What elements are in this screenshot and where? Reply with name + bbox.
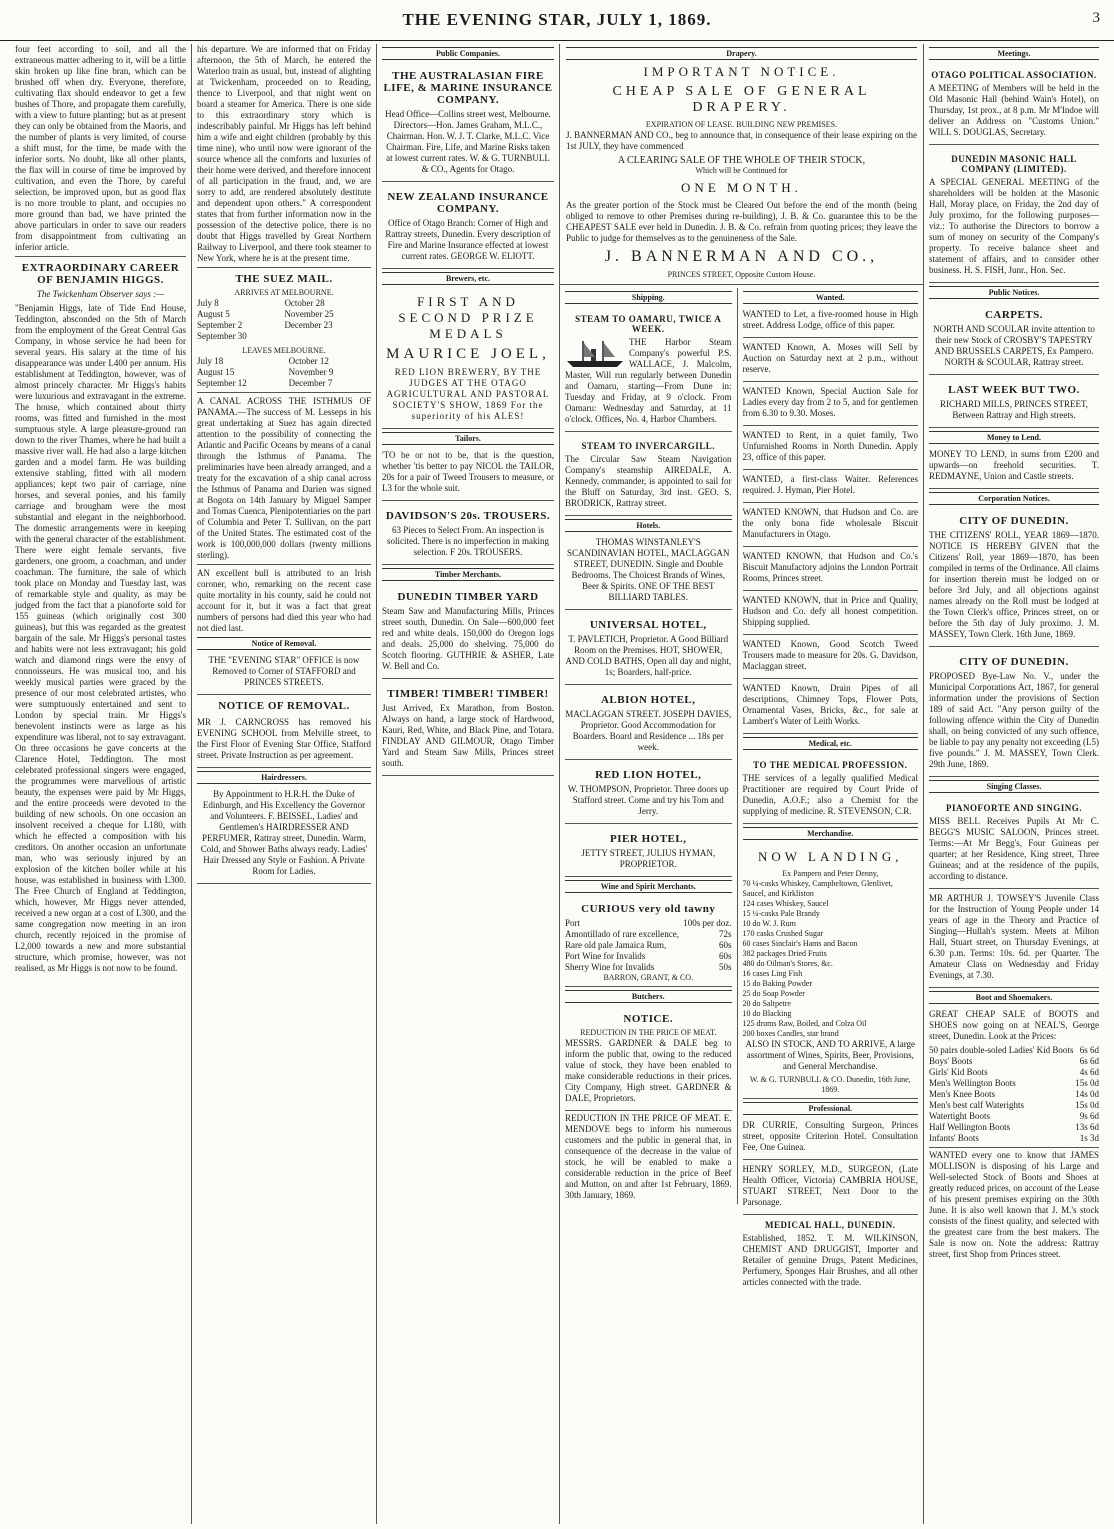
drapery-clearing: A CLEARING SALE OF THE WHOLE OF THEIR STOCK, [617, 155, 866, 166]
list-item: 170 casks Crushed Sugar [742, 929, 824, 938]
wanted-ad [743, 593, 918, 635]
removal2-title: NOTICE OF REMOVAL. [218, 700, 350, 712]
date-cell: September 30 [197, 331, 247, 341]
towsey-text: MR ARTHUR J. TOWSEY'S Juvenile Class for the Instruction of Young People under 14 years of age in the Theory and Practice of Singing—Hullah's system. Meets at Milton Hall, Stuart street, on Thursday Evenings, at 6.30 p.m. Terms: 10s. 6d. per Quarter. The Amateur Class on Wednesday and Friday Evenings, at 7.30. [929, 893, 1099, 980]
davidson-text: 63 Pieces to Select From. An inspection is solicited. There is no imperfection in making selection. F 20s. TROUSERS. [386, 525, 550, 557]
wine-price: 50s [719, 962, 732, 972]
date-cell: September 12 [197, 378, 247, 388]
misc-paragraph: AN excellent bull is attributed to an Irish coroner, who, remarking on the recent case quite mortality in his county, said he could not account for it, but it was a fact that great numbers of persons had died this year who had not died last. [197, 568, 371, 633]
meetings-head: Meetings. [929, 47, 1099, 60]
divider [197, 564, 371, 565]
wine-table [565, 918, 732, 973]
boot-item: Men's Wellington Boots [929, 1078, 1016, 1088]
date-cell: November 25 [284, 309, 334, 319]
arrives-label: ARRIVES AT MELBOURNE. [234, 288, 334, 297]
list-item: 60 cases Sinclair's Hams and Bacon [742, 939, 858, 948]
butcher-notice-sub: REDUCTION IN THE PRICE OF MEAT. [580, 1028, 717, 1037]
column-6 [924, 44, 1104, 1524]
wanted-ad [743, 340, 918, 382]
wanted-text: WANTED, a first-class Waiter. References required. J. Hyman, Pier Hotel. [742, 474, 918, 495]
wanted-text: WANTED to Rent, in a quiet family, Two Unfurnished Rooms in North Dunedin. Apply 23, office of this paper. [742, 430, 918, 462]
sorley-text: HENRY SORLEY, M.D., SURGEON, (Late Health Officer, Victoria) CAMBRIA HOUSE, STUART STREET, Next Door to the Parsonage. [742, 1164, 918, 1207]
table-row [929, 1067, 1099, 1078]
removal-text: THE "EVENING STAR" OFFICE is now Removed to Corner of STAFFORD and PRINCES STREETS. [208, 655, 360, 687]
butchers-head: Butchers. [565, 990, 732, 1003]
wanted-text: WANTED KNOWN, that in Price and Quality, Hudson and Co. defy all honest competition. Shipping supplied. [742, 595, 918, 627]
hairdressers-section-head: Hairdressers. [197, 771, 371, 784]
masonic-title: DUNEDIN MASONIC HALL COMPANY (LIMITED). [951, 154, 1077, 174]
date-cell: July 8 [197, 298, 219, 308]
list-item: 15 do Baking Powder [742, 979, 813, 988]
wine-head: Wine and Spirit Merchants. [565, 880, 732, 893]
davidson-ad [382, 503, 554, 565]
table-row [929, 1089, 1099, 1100]
list-item: 382 packages Dried Fruits [742, 949, 827, 958]
column-3 [377, 44, 560, 1524]
divider [197, 267, 371, 268]
boot-item: Girls' Kid Boots [929, 1067, 988, 1077]
list-item: 200 boxes Candles, star brand [742, 1029, 839, 1038]
list-item: 10 do Blacking [742, 1009, 792, 1018]
bylaw-ad [929, 649, 1099, 777]
medical-ad [743, 753, 918, 824]
wanted-ad [743, 384, 918, 426]
nz-insurance-text: Office of Otago Branch: Corner of High and Rattray streets, Dunedin. Every description of Fire and Marine Insurance effected at lowest current rates. GEORGE W. ELIOTT. [385, 218, 551, 261]
red-lion-hotel-ad [565, 762, 732, 824]
wine-price: 100s per doz. [683, 918, 732, 928]
wanted-text: WANTED Known, Good Scotch Tweed Trousers made to measure for 20s. G. Davidson, Maclaggan street. [742, 639, 918, 671]
boot-price: 15s 0d [1075, 1100, 1099, 1110]
boot-price-table [929, 1045, 1099, 1144]
drapery-head: Drapery. [566, 47, 917, 60]
drapery-continued: Which will be Continued for [695, 166, 788, 175]
table-row [565, 918, 732, 929]
australasian-ad [382, 63, 554, 182]
date-cell [284, 331, 371, 342]
panama-article: A CANAL ACROSS THE ISTHMUS OF PANAMA.—The success of M. Lesseps in his great undertaking at Suez has again directed attention to the possibility of connecting the Atlantic and Pacific Oceans by means of a canal through the Isthmus of Panama. The preliminaries have been already arranged, and a treaty for the excavation of a ship canal across the Isthmus of Panama and Darien was signed at Bogota on 14th January by Miguel Samper and Tomas Cuenca, Plenipotentiaries on the part of Columbia and Peter T. Sullivan, on the part of the United States. The estimated cost of the work is 100,000,000 dollars (twenty millions sterling). [197, 396, 371, 560]
wanted-text: WANTED Known, A. Moses will Sell by Auction on Saturday next at 2 p.m., without reserve. [742, 342, 918, 374]
drapery-body1: J. BANNERMAN AND CO., beg to announce that, in consequence of their lease expiring on the 1st JULY, they have commenced [566, 130, 917, 151]
wanted-text: WANTED KNOWN, that Hudson and Co.'s Biscuit Manufactory adjoins the London Portrait Rooms, Princes street. [742, 551, 918, 583]
boot-item: Infants' Boots [929, 1133, 979, 1143]
merchandise-more: ALSO IN STOCK, AND TO ARRIVE, A large assortment of Wines, Spirits, Beer, Provisions, and General Merchandise. [745, 1039, 916, 1071]
timber-yard-ad [382, 584, 554, 679]
red-lion-text: W. THOMPSON, Proprietor. Three doors up Stafford street. Come and try his Tom and Jerry. [567, 784, 729, 816]
timber2-text: Just Arrived, Ex Marathon, from Boston. Always on hand, a large stock of Hardwood, Kauri, Red, White, and Black Pine, and Totara. FINDLAY AND GILMOUR, Otago Timber Yard and Steam Saw Mills, Princes street south. [382, 703, 554, 768]
table-row [197, 367, 371, 378]
table-row [565, 951, 732, 962]
carpets-title: CARPETS. [984, 309, 1044, 321]
scandinavian-hotel-ad [565, 535, 732, 610]
shipping-head: Shipping. [565, 291, 732, 304]
political-association-ad [929, 63, 1099, 145]
column-2 [192, 44, 377, 1524]
carpets-ad [929, 302, 1099, 375]
universal-title: UNIVERSAL HOTEL, [589, 619, 707, 631]
drapery-address: PRINCES STREET, Opposite Custom House. [667, 270, 816, 279]
column-1 [10, 44, 192, 1524]
date-cell: July 18 [197, 356, 224, 366]
roll-text: THE CITIZENS' ROLL, YEAR 1869—1870. NOTICE IS HEREBY GIVEN that the Citizens' Roll, year 1869—1870, has been compiled in terms of the Ordinance. All claims for insertion therein must be lodged on or before 3rd July, and all objections against names already on the Roll must be lodged at the Town Clerk's office, Princes street, on or before the 5th day of July proximo. J. M. MASSEY, Town Clerk. 16th June, 1869. [929, 530, 1099, 639]
wanted-ad [743, 428, 918, 470]
table-row [929, 1111, 1099, 1122]
wine-name: Sherry Wine for Invalids [565, 962, 655, 972]
gardner-text: MESSRS. GARDNER & DALE beg to inform the public that, owing to the reduced value of stock, they have been enabled to make considerable reductions in their prices. City Company, High street. GARDNER & DALE, Proprietors. [565, 1038, 732, 1103]
removal-section-head: Notice of Removal. [197, 637, 371, 650]
merchandise-title: NOW LANDING, [757, 849, 903, 864]
beissel-ad [197, 787, 371, 884]
table-row [197, 309, 371, 320]
list-item: 25 do Soap Powder [742, 989, 805, 998]
date-cell: December 7 [288, 378, 333, 388]
carpets-text: NORTH AND SCOULAR invite attention to their new Stock of CROSBY'S TAPESTRY AND BRUSSELS CARPETS, Ex Pampero. NORTH & SCOULAR, Rattray street. [933, 324, 1095, 367]
date-cell: October 28 [284, 298, 325, 308]
table-row [565, 962, 732, 973]
nicol-ad [382, 448, 554, 501]
city-title: CITY OF DUNEDIN. [959, 656, 1069, 668]
timber2-ad [382, 681, 554, 776]
table-row [929, 1100, 1099, 1111]
table-row [197, 320, 371, 331]
wanted-ad [743, 637, 918, 679]
beissel-text: By Appointment to H.R.H. the Duke of Edinburgh, and His Excellency the Governor and Volunteers. F. BEISSEL, Ladies' and Gentlemen's HAIRDRESSER AND PERFUMER, Rattray street, Dunedin. Warm, Cold, and Shower Baths always ready. Ladies' Hair Dressed any Style or Fashion. A Private Room for Ladies. [200, 789, 368, 876]
columns [10, 44, 1104, 1524]
timber-head: Timber Merchants. [382, 568, 554, 581]
table-row [197, 356, 371, 367]
date-cell: October 12 [288, 356, 329, 366]
nz-insurance-ad [382, 184, 554, 269]
medical-head: Medical, etc. [743, 737, 918, 750]
wanted-ad [743, 505, 918, 547]
pier-hotel-ad [565, 826, 732, 877]
table-row [929, 1056, 1099, 1067]
merchandise-sub: Ex Pampero and Peter Denny, [782, 869, 879, 878]
leaves-label: LEAVES MELBOURNE. [242, 346, 326, 355]
wine-signature: BARRON, GRANT, & CO. [603, 973, 694, 982]
hotels-head: Hotels. [565, 519, 732, 532]
table-row [197, 298, 371, 309]
higgs-body: "Benjamin Higgs, late of Tide End House, Teddington, absconded on the 5th of March from the employment of the Great Central Gas Company, in whose service he had been for several years. His salary at the time of his disappearance was under L400 per annum. His establishment at Teddington, however, was of almost princely character. Mr Higgs's habits were luxurious and extravagant in the extreme. The house, which contained about thirty rooms, was fitted and furnished in the most sumptuous style. A large pleasure-ground ran down to the river Thames, where he had built a massive river wall. He had also a large kitchen garden and a model farm. He was building extensive stabling, fitted with all modern appliances; kept two pair of carriage, nine horses, and several ponies, and his family carriage and brougham were the most substantial and elegant in the neighborhood. The domestic arrangements were in keeping with the general character of the establishment. There were eight female servants, five gardeners, one groom, a coachman, and under coachman. The furniture, the sale of which took place on Monday and Tuesday last, was of remarkable style and quality, as may be judged from the fact that a pianoforte sold for 155 guineas (which originally cost 300 guineas), but this was regarded as the greatest bargain of the sale. Mr Higgs's personal tastes and habits were not less extravagant; his gold watch and diamond rings were the envy of connoisseurs. He was musical too, and his weekly musical parties were graced by the presence of our most celebrated artistes, who were sumptuously entertained and sent to London by special train. Mr Higgs's benevolent instincts were as large as his expenditure was liberal, not to say extravagant. On three occasions he gave concerts at the Clarence Hotel, Teddington. The most celebrated professional singers were engaged, the programmes were marvellous of artistic beauty, the expenses were paid by Mr Higgs, and the entire proceeds were devoted to the building of new schools. On one occasion an insolvent received a cheque for L180, with which he effected a composition with his creditors. On another occasion an unfortunate man, who was seriously injured by an explosion of the kitchen boiler while at his house, was established in business with L300. The Free Church of England at Teddington, which, however, Mr Higgs never attended, received a new organ at a cost of L300, and the same congregation now meeting in an iron church, recently rejoiced in the promise of L2,000 towards a new and more substantial structure, which promise, however, was not realised, as Mr Higgs is not now to be found. [15, 303, 186, 973]
joel-ad [382, 288, 554, 429]
list-item: 125 drums Raw, Boiled, and Colza Oil [742, 1019, 867, 1028]
leaves-table [197, 356, 371, 389]
list-item: 70 ¼-casks Whiskey, Campbeltown, Glenlivet, Saucel, and Kirkliston [742, 879, 893, 898]
medical-hall-text: Established, 1852. T. M. WILKINSON, CHEMIST AND DRUGGIST, Importer and Retailer of genuine Drugs, Patent Medicines, Perfumery, Sponges Hair Brushes, and all other articles connected with the trade. [742, 1233, 918, 1287]
divider [15, 256, 186, 257]
list-item: 15 ¼-casks Pale Brandy [742, 909, 820, 918]
wanted-ad [743, 472, 918, 503]
pier-text: JETTY STREET, JULIUS HYMAN, PROPRIETOR. [581, 848, 716, 869]
nicol-text: 'TO be or not to be, that is the question, whether 'tis better to pay NICOL the TAILOR, 20s for a pair of Tweed Trousers to measure, or L3 for the whole suit. [382, 450, 554, 493]
page-number: 3 [1092, 10, 1100, 26]
carncross-ad [197, 715, 371, 768]
boot-price: 6s 6d [1079, 1056, 1099, 1066]
ship-icon [565, 337, 625, 369]
tailors-head: Tailors. [382, 432, 554, 445]
albion-title: ALBION HOTEL, [600, 694, 696, 706]
date-cell: August 5 [197, 309, 230, 319]
boot-price: 1s 3d [1079, 1133, 1099, 1143]
timber-yard-title: DUNEDIN TIMBER YARD [397, 591, 539, 603]
money-text: MONEY TO LEND, in sums from £200 and upwards—on freehold securities. T. REDMAYNE, Union and Castle streets. [929, 449, 1099, 481]
money-ad [929, 447, 1099, 489]
boot-head: Boot and Shoemakers. [929, 991, 1099, 1004]
list-item: 20 do Saltpetre [742, 999, 791, 1008]
masthead [0, 0, 1114, 41]
mendove-text: REDUCTION IN THE PRICE OF MEAT. E. MENDOVE begs to inform his numerous customers and the public in general that, in consequence of the decrease in the value of stock, he will be enabled to make a considerable reduction in the price of Beef and Mutton, on and after 1st February, 1869. 30th January, 1869. [565, 1113, 732, 1200]
drapery-cheap: CHEAP SALE OF GENERAL DRAPERY. [612, 84, 871, 115]
boot-price: 15s 0d [1075, 1078, 1099, 1088]
divider [197, 392, 371, 393]
currie-text: DR CURRIE, Consulting Surgeon, Princes street, opposite Criterion Hotel. Consultation Fee, One Guinea. [742, 1120, 918, 1152]
boot-price: 4s 6d [1079, 1067, 1099, 1077]
oamaru-text: THE Harbor Steam Company's powerful P.S. WALLACE, J. Malcolm, Master, Will run regularly between Dunedin and Oamaru, starting—From Dune in: Tuesday and Friday, at 9 o'clock. From Oamaru: Wednesday and Saturday, at 11 o'clock. Offices, No. 4, Harbor Chambers. [565, 337, 732, 424]
table-row [197, 331, 371, 342]
wanted-text: WANTED to Let, a five-roomed house in High street. Address Lodge, office of this paper. [742, 309, 918, 330]
sorley-ad [743, 1162, 918, 1215]
table-row [929, 1078, 1099, 1089]
mills-text: RICHARD MILLS, PRINCES STREET, Between Rattray and High streets. [939, 399, 1089, 420]
wanted-head: Wanted. [743, 291, 918, 304]
boot-price: 13s 6d [1075, 1122, 1099, 1132]
prize-title: FIRST AND SECOND PRIZE MEDALS [398, 294, 538, 341]
australasian-title: THE AUSTRALASIAN FIRE LIFE, & MARINE INSURANCE COMPANY. [383, 70, 553, 106]
carncross-text: MR J. CARNCROSS has removed his EVENING SCHOOL from Melville street, to the First Floor of Evening Star Office, Stafford street. Private Instruction as per agreement. [197, 717, 371, 760]
invercargill-text: The Circular Saw Steam Navigation Company's steamship AIREDALE, A. Kennedy, commander, is appointed to sail for the Bluff on Saturday, 3rd inst. GEO. S. BRODRICK, Rattray street. [565, 454, 732, 508]
list-item: 480 do Oilman's Stores, &c. [742, 959, 833, 968]
table-row [929, 1122, 1099, 1133]
boot-price: 9s 6d [1079, 1111, 1099, 1121]
miss-bell-ad [929, 796, 1099, 889]
wanted-text: WANTED Known, Drain Pipes of all descriptions, Chimney Tops, Flower Pots, Ornamental Vases, Bricks, &c., for sale at Lambert's Water of Leith Works. [742, 683, 918, 726]
table-row [929, 1045, 1099, 1056]
oamaru-ad [565, 307, 732, 432]
list-item: 124 cases Whiskey, Saucel [742, 899, 829, 908]
wanted-text: WANTED Known, Special Auction Sale for Ladies every day from 2 to 5, and for gentlemen from 6.30 to 9.30. Moses. [742, 386, 918, 418]
public-companies-head: Public Companies. [382, 47, 554, 60]
timber2-title: TIMBER! TIMBER! TIMBER! [387, 688, 549, 700]
arrives-table [197, 298, 371, 342]
medical-text: THE services of a legally qualified Medical Practitioner are required by Court Pride of Dunedin, A.O.F.; also a Chemist for the supplying of medicine. R. STEVENSON, C.R. [742, 773, 918, 816]
invercargill-title: STEAM TO INVERCARGILL. [581, 441, 715, 451]
column-4 [560, 288, 738, 1204]
drapery-ad [560, 47, 923, 285]
political-title: OTAGO POLITICAL ASSOCIATION. [931, 70, 1097, 80]
prize-name: MAURICE JOEL, [386, 346, 550, 362]
timber-yard-text: Steam Saw and Manufacturing Mills, Princes street south, Dunedin. On Sale—600,000 feet red and white deals. 150,000 do Oregon logs and deals. 25,000 do shelving. 75,000 do Scotch flooring. GUTHRIE & ASHER, Late W. Bell and Co. [382, 606, 554, 671]
wine-name: Port Wine for Invalids [565, 951, 646, 961]
newspaper-title: THE EVENING STAR, JULY 1, 1869. [402, 10, 712, 29]
date-cell: September 2 [197, 320, 243, 330]
merchandise-ad [743, 843, 918, 1099]
butcher-notice-title: NOTICE. [623, 1013, 674, 1025]
masonic-hall-ad [929, 147, 1099, 283]
wanted-text: WANTED KNOWN, that Hudson and Co. are the only bona fide wholesale Biscuit Manufacturers in Otago. [742, 507, 918, 539]
wine-title: CURIOUS very old tawny [581, 903, 716, 915]
gardner-ad [565, 1006, 732, 1111]
removal-ad [197, 653, 371, 695]
brewers-head: Brewers, etc. [382, 272, 554, 285]
city-title: CITY OF DUNEDIN. [959, 515, 1069, 527]
money-head: Money to Lend. [929, 431, 1099, 444]
higgs-title: EXTRAORDINARY CAREER OF BENJAMIN HIGGS. [21, 262, 180, 286]
boot-item: Watertight Boots [929, 1111, 991, 1121]
boot-price: 14s 0d [1075, 1089, 1099, 1099]
boot-price: 6s 6d [1079, 1045, 1099, 1055]
universal-text: T. PAVLETICH, Proprietor. A Good Billiard Room on the Premises. HOT, SHOWER, AND COLD BATHS, Open all day and night, 1s; Boarders, half-price. [565, 634, 732, 677]
boot-item: Boys' Boots [929, 1056, 973, 1066]
wine-price: 60s [719, 951, 732, 961]
political-text: A MEETING of Members will be held in the Old Masonic Hall (behind Wain's Hotel), on Thursday, 1st prox., at 8 p.m. Mr M'Indoe will deliver an Address on "Customs Union." WILL S. DOUGLAS, Secretary. [929, 83, 1099, 137]
singing-head: Singing Classes. [929, 780, 1099, 793]
mollison-text: WANTED every one to know that JAMES MOLLISON is disposing of his Large and Well-selected Stock of Boots and Shoes at greatly reduced prices, on account of the Lease of his present premises expiring on the 30th June. It is also well known that J. M.'s stock consists of the finest quality, and selected with the greatest care from the best makers. The Sale is now on. Note the address: Rattray street, first Shop from Princes street. [929, 1150, 1099, 1259]
towsey-ad [929, 891, 1099, 988]
table-row [197, 378, 371, 389]
australasian-text: Head Office—Collins street west, Melbourne. Directors—Hon. James Graham, M.L.C., Chairman. Hon. W. J. T. Clarke, M.L.C. Vice Chairman. Fire, Life, and Marine Risks taken at lowest current rates. W. & G. TURNBULL & CO., Agents for Otago. [385, 109, 551, 174]
list-item: 10 do W. J. Rum [742, 919, 796, 928]
medical-hall-title: MEDICAL HALL, DUNEDIN. [765, 1220, 896, 1230]
list-item: 16 cases Ling Fish [742, 969, 803, 978]
suez-title: THE SUEZ MAIL. [235, 273, 333, 285]
masonic-text: A SPECIAL GENERAL MEETING of the shareholders will be holden at the Masonic Hall, Moray place, on Friday, the 2nd day of July proximo, for the following purposes—viz.: To authorise the Directors to borrow a sum of money on security of the Company's property. To receive balance sheet and statement of affairs, and to consider other business. H. S. FISH, Junr., Hon. Sec. [929, 177, 1099, 275]
pier-title: PIER HOTEL, [610, 833, 687, 845]
boot-item: Half Wellington Boots [929, 1122, 1011, 1132]
davidson-title: DAVIDSON'S 20s. TROUSERS. [385, 510, 551, 522]
wine-price: 72s [719, 929, 732, 939]
drapery-body2: As the greater portion of the Stock must be Cleared Out before the end of the month (being obliged to remove to other Premises during re-building), J. B. & Co. guarantee this to be the CHEAPEST SALE ever held in Dunedin. J. B. & Co. refrain from quoting prices; they leave the Public to judge for themselves as to the genuineness of the Sale. [566, 200, 917, 243]
drapery-notice: IMPORTANT NOTICE. [643, 64, 840, 79]
table-row [929, 1133, 1099, 1144]
currie-ad [743, 1118, 918, 1160]
columns-4-5-body [560, 288, 923, 1291]
drapery-month: ONE MONTH. [681, 180, 802, 195]
merchandise-head: Merchandise. [743, 827, 918, 840]
wine-price: 60s [719, 940, 732, 950]
red-lion-title: RED LION HOTEL, [595, 769, 702, 781]
professional-head: Professional. [743, 1102, 918, 1115]
boot-item: Men's Knee Boots [929, 1089, 996, 1099]
oamaru-title: STEAM TO OAMARU, TWICE A WEEK. [575, 314, 722, 334]
corporation-head: Corporation Notices. [929, 492, 1099, 505]
nz-insurance-title: NEW ZEALAND INSURANCE COMPANY. [387, 191, 549, 215]
drapery-expiry: EXPIRATION OF LEASE. BUILDING NEW PREMISES. [645, 120, 838, 129]
table-row [565, 940, 732, 951]
wine-name: Amontillado of rare excellence, [565, 929, 679, 939]
wanted-ad [743, 307, 918, 338]
wine-name: Rare old pale Jamaica Rum, [565, 940, 667, 950]
bylaw-text: PROPOSED Bye-Law No. V., under the Municipal Corporations Act, 1867, for general information under the provisions of Section 189 of said Act. "Any person guilty of the following offence within the City of Dunedin shall, on being convicted of any such offence, be liable to pay any penalty not exceeding (L5) five pounds." J. M. MASSEY, Town Clerk. 29th June, 1869. [929, 671, 1099, 769]
boot-item: 50 pairs double-soled Ladies' Kid Boots [929, 1045, 1074, 1055]
wine-name: Port [565, 918, 581, 928]
albion-hotel-ad [565, 687, 732, 760]
prize-body: RED LION BREWERY, BY THE JUDGES AT THE OTAGO AGRICULTURAL AND PASTORAL SOCIETY'S SHOW, 1869 For the superiority of his ALES! [386, 367, 550, 421]
neal-title: GREAT CHEAP SALE of BOOTS and SHOES now going on at NEAL'S, George street, Dunedin. Look at the Prices: [929, 1009, 1099, 1041]
drapery-firm: J. BANNERMAN AND CO., [604, 248, 879, 265]
albion-text: MACLAGGAN STREET. JOSEPH DAVIES, Proprietor. Good Accommodation for Boarders. Board and Residence ... 18s per week. [565, 709, 732, 752]
neal-ad [929, 1007, 1099, 1148]
scandinavian-text: THOMAS WINSTANLEY'S SCANDINAVIAN HOTEL, MACLAGGAN STREET, DUNEDIN. Single and Double Bedrooms. The Choicest Brands of Wines, Beer & Spirits. ONE OF THE BEST BILLIARD TABLES. [566, 537, 730, 602]
last-week-title: LAST WEEK BUT TWO. [948, 384, 1080, 396]
wanted-ad [743, 681, 918, 734]
wine-ad [565, 896, 732, 987]
citizens-roll-ad [929, 508, 1099, 647]
miss-bell-text: MISS BELL Receives Pupils At Mr C. BEGG'S MUSIC SALOON, Princes street. Terms:—At Mr Begg's, Four Guineas per quarter; at her Residence, King street, Three Guineas; and at the residence of the pupils, according to distance. [929, 816, 1099, 881]
higgs-lead: The Twickenham Observer says :— [36, 289, 165, 299]
universal-hotel-ad [565, 612, 732, 685]
pianoforte-title: PIANOFORTE AND SINGING. [946, 803, 1082, 813]
higgs-continued: his departure. We are informed that on Friday afternoon, the 5th of March, he entered the Waterloo train as usual, but, instead of alighting at Twickenham, proceeded on to Reading, thence to Liverpool, and that night went on board a steamer for America. There is one side to this extraordinary story which is indescribably painful. Mr Higgs has left behind him a wife and eight children (probably by this time nine), who until now were ignorant of the source whence all the comforts and luxuries of their home were derived, and therefore innocent of all participation in the fraud, and, we are sorry to add, are rendered absolutely destitute and dependent upon others." A correspondent states that from further information now in the possession of the detective police, there is no doubt that Higgs travelled by Great Northern Railway to Liverpool, and there took steamer to New York, where he is at the present time. [197, 44, 371, 263]
mills-ad [929, 377, 1099, 428]
public-notices-head: Public Notices. [929, 286, 1099, 299]
invercargill-ad [565, 434, 732, 516]
date-cell: December 23 [284, 320, 333, 330]
medical-title: TO THE MEDICAL PROFESSION. [753, 760, 908, 770]
date-cell: August 15 [197, 367, 235, 377]
flax-article-end: four feet according to soil, and all the extraneous matter adhering to it, will be a little skin broken up like fine bran, which can be brushed off when dry. Everyone, therefore, cultivating flax should endeavor to get a few bushes of Thore, and propagate them carefully, with a view to future planting; but as at present they can only be obtained from the Maoris, and the number of plants is very limited, of course a shift must, for the time, be made with the inferior sorts. No doubt, like all other plants, the flax will in course of time be improved by cultivation, and even the Thore, by careful selection, be improved upon, but as good flax is no more trouble to plant, and occupies no more ground than bad, we have printed the above particulars in order to save our readers from disappointment from cultivating an inferior article. [15, 44, 186, 252]
merchandise-signature: W. & G. TURNBULL & CO. Dunedin, 16th June, 1869. [749, 1075, 911, 1094]
column-5 [738, 288, 923, 1291]
wanted-ad [743, 549, 918, 591]
table-row [565, 929, 732, 940]
columns-4-5 [560, 44, 924, 1524]
boot-item: Men's best calf Waterights [929, 1100, 1024, 1110]
date-cell: November 9 [288, 367, 334, 377]
